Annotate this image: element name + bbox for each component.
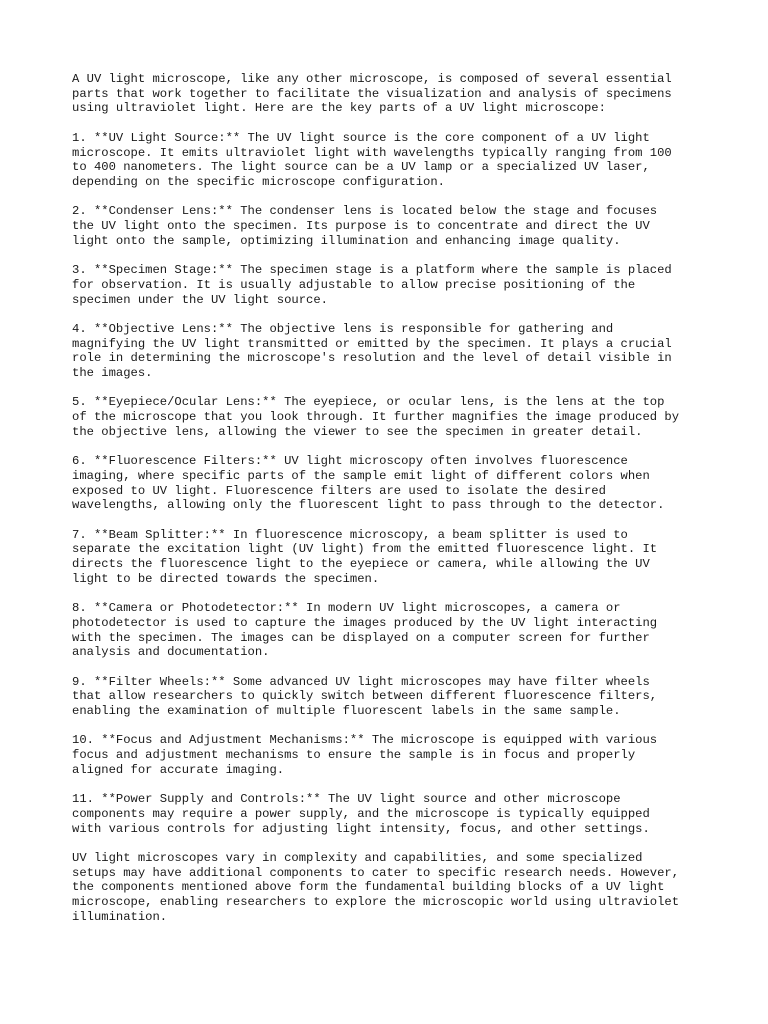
list-item-condenser-lens: 2. **Condenser Lens:** The condenser lens is located below the stage and focuses the UV light onto the specimen. Its purpose is to concentrate and direct the UV light onto the sample, optimizing illumination and enhancing image quality. [72,204,658,248]
list-item-fluorescence-filters: 6. **Fluorescence Filters:** UV light microscopy often involves fluorescence imaging, where specific parts of the sample emit light of different colors when exposed to UV light. Fluorescence filters are used to isolate the desired wavelengths, allowing only the fluorescent light to pass through to the detector. [72,454,665,513]
list-item-uv-light-source: 1. **UV Light Source:** The UV light source is the core component of a UV light microscope. It emits ultraviolet light with wavelengths typically ranging from 100 to 400 nanometers. The light source can be a UV lamp or a specialized UV laser, depending on the specific microscope configuration. [72,130,672,189]
list-item-specimen-stage: 3. **Specimen Stage:** The specimen stage is a platform where the sample is placed for observation. It is usually adjustable to allow precise positioning of the specimen under the UV light source. [72,263,672,307]
list-item-power-supply: 11. **Power Supply and Controls:** The UV light source and other microscope components may require a power supply, and the microscope is typically equipped with various controls for adjusting light intensity, focus, and other settings. [72,792,650,836]
list-item-objective-lens: 4. **Objective Lens:** The objective lens is responsible for gathering and magnifying the UV light transmitted or emitted by the specimen. It plays a crucial role in determining the microscope's resolution and the level of detail visible in the images. [72,321,672,380]
list-item-focus-adjustment: 10. **Focus and Adjustment Mechanisms:** The microscope is equipped with various focus and adjustment mechanisms to ensure the sample is in focus and properly aligned for accurate imaging. [72,733,658,777]
list-item-eyepiece: 5. **Eyepiece/Ocular Lens:** The eyepiece, or ocular lens, is the lens at the top of the microscope that you look through. It further magnifies the image produced by the objective lens, allowing the viewer to see the specimen in greater detail. [72,395,680,439]
list-item-beam-splitter: 7. **Beam Splitter:** In fluorescence microscopy, a beam splitter is used to separate the excitation light (UV light) from the emitted fluorescence light. It directs the fluorescence light to the eyepiece or camera, while allowing the UV light to be directed towards the specimen. [72,527,658,586]
intro-paragraph: A UV light microscope, like any other microscope, is composed of several essential parts that work together to facilitate the visualization and analysis of specimens using ultraviolet light. Here are the key parts of a UV light microscope: [72,72,672,116]
list-item-camera-photodetector: 8. **Camera or Photodetector:** In modern UV light microscopes, a camera or photodetector is used to capture the images produced by the UV light interacting with the specimen. The images can be displayed on a computer screen for further analysis and documentation. [72,601,658,660]
conclusion-paragraph: UV light microscopes vary in complexity and capabilities, and some specialized setups may have additional components to cater to specific research needs. However, the components mentioned above form the fundamental building blocks of a UV light microscope, enabling researchers to explore the microscopic world using ultraviolet illumination. [72,851,680,924]
list-item-filter-wheels: 9. **Filter Wheels:** Some advanced UV light microscopes may have filter wheels that allow researchers to quickly switch between different fluorescence filters, enabling the examination of multiple fluorescent labels in the same sample. [72,674,658,719]
